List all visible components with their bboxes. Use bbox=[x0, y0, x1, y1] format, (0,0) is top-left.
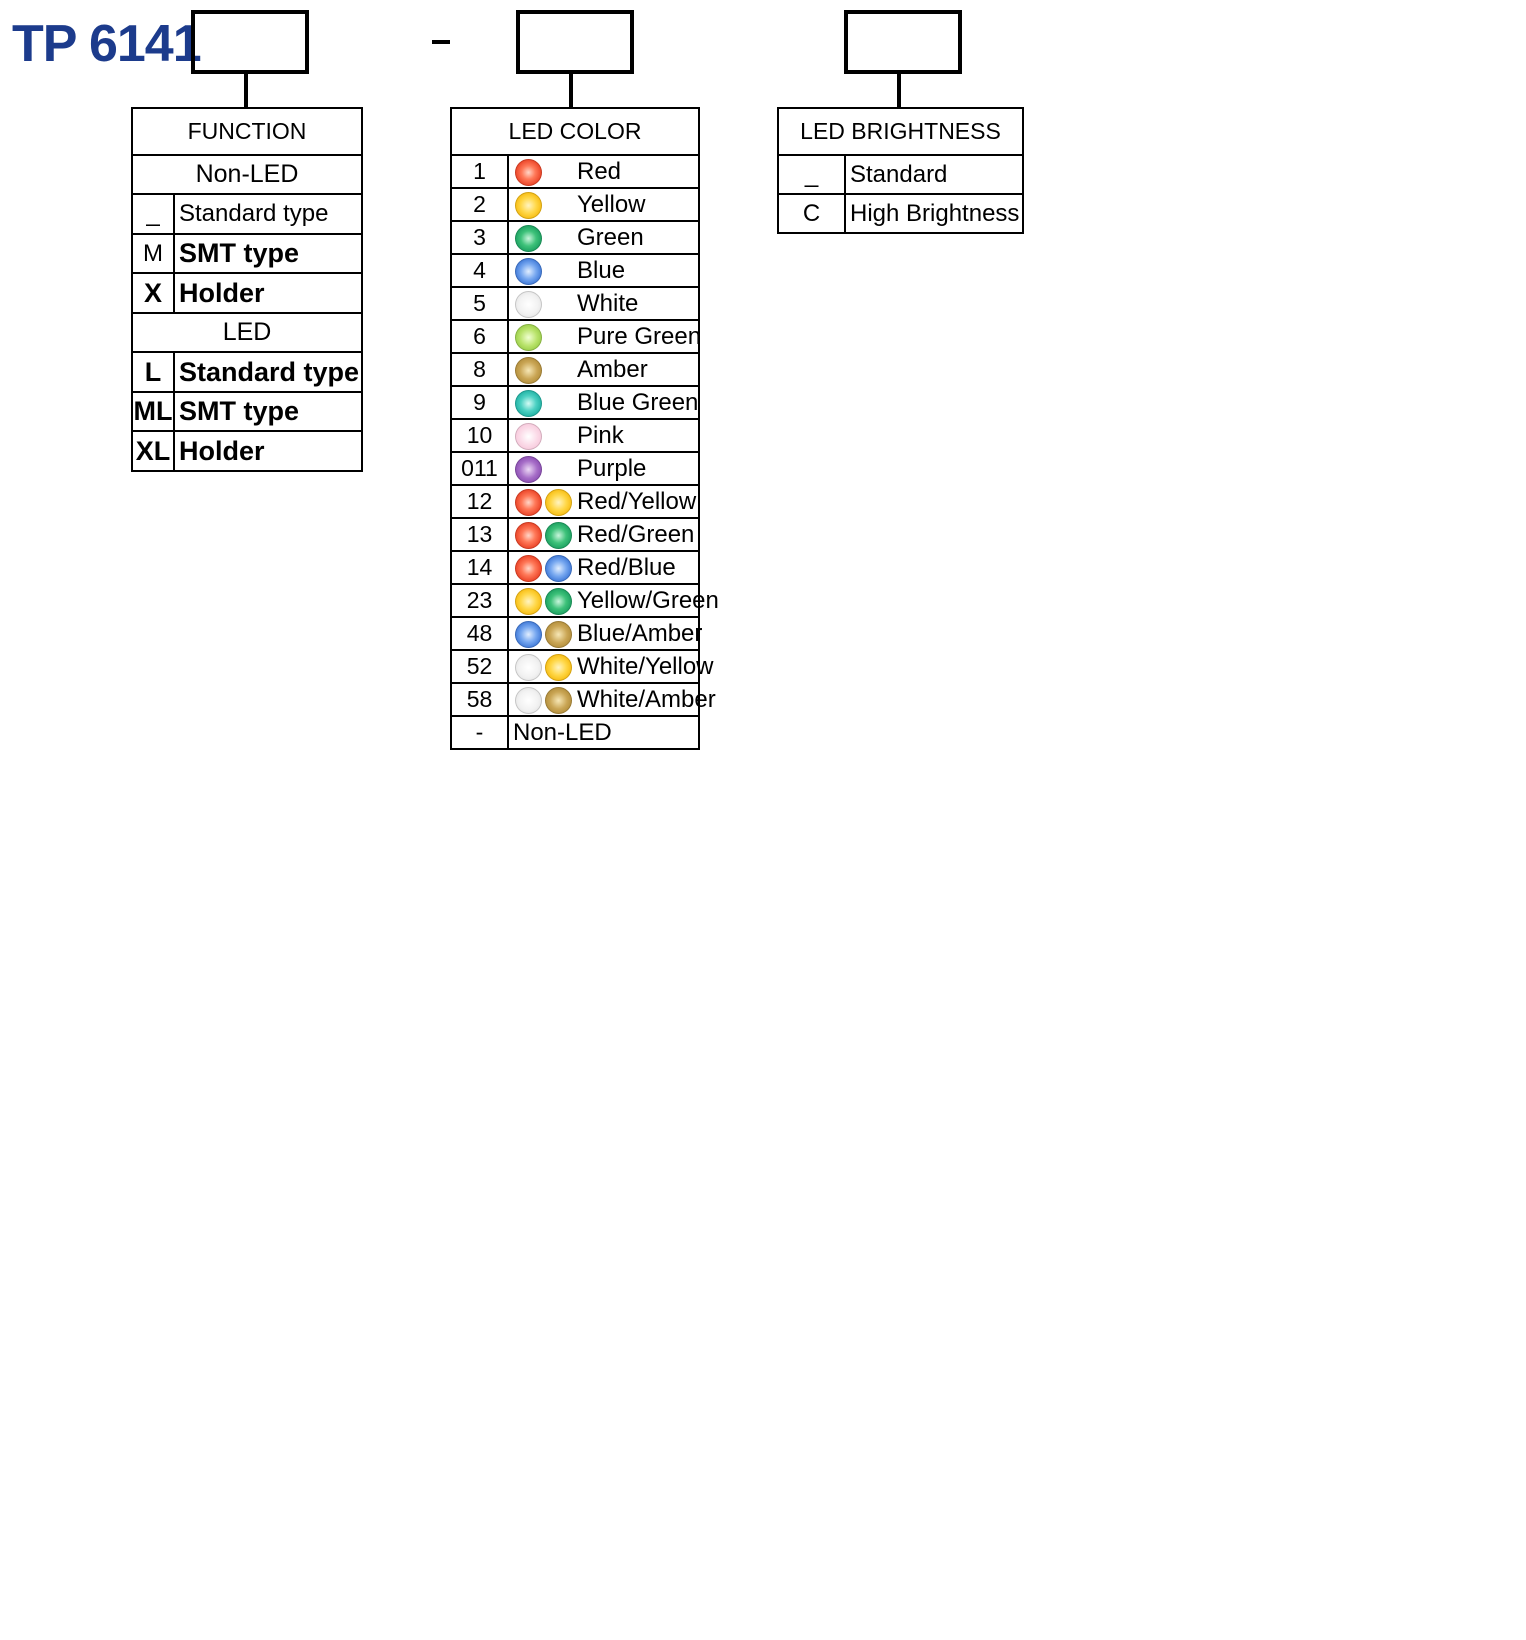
led-dot-icon bbox=[515, 324, 542, 351]
function-label: Holder bbox=[174, 273, 362, 313]
function-label: SMT type bbox=[174, 234, 362, 273]
function-row bbox=[132, 234, 362, 273]
led-color-row bbox=[451, 254, 699, 287]
led-color-swatches bbox=[513, 521, 577, 549]
led-color-label: Red bbox=[577, 157, 622, 185]
led-color-label: Red/Blue bbox=[577, 553, 676, 581]
led-color-cell bbox=[508, 254, 699, 287]
led-color-label: Purple bbox=[577, 454, 647, 482]
led-color-label: Green bbox=[577, 223, 644, 251]
led-dot-icon bbox=[545, 588, 572, 615]
led-color-code: 58 bbox=[451, 683, 508, 716]
led-color-cell bbox=[508, 386, 699, 419]
function-code: X bbox=[132, 273, 174, 313]
led-dot-icon bbox=[515, 456, 542, 483]
led-color-cell bbox=[508, 584, 719, 617]
led-color-row bbox=[451, 683, 699, 716]
led-color-row bbox=[451, 452, 699, 485]
function-label: Standard type bbox=[174, 194, 362, 234]
function-header: FUNCTION bbox=[132, 108, 362, 155]
led-color-swatches bbox=[513, 686, 577, 714]
led-color-label: Blue/Amber bbox=[577, 619, 703, 647]
led-dot-icon bbox=[545, 654, 572, 681]
led-dot-icon bbox=[515, 489, 542, 516]
brightness-label: High Brightness bbox=[845, 194, 1023, 233]
led-color-swatches bbox=[513, 554, 577, 582]
led-dot-icon bbox=[515, 555, 542, 582]
led-color-connector bbox=[569, 74, 573, 108]
led-color-row bbox=[451, 155, 699, 188]
led-dot-icon bbox=[515, 192, 542, 219]
led-color-row bbox=[451, 551, 699, 584]
brightness-row bbox=[778, 194, 1023, 233]
led-color-label: Blue Green bbox=[577, 388, 699, 416]
model-prefix: TP 6141 bbox=[12, 15, 201, 73]
function-row bbox=[132, 273, 362, 313]
led-color-cell bbox=[508, 518, 699, 551]
led-color-swatches bbox=[513, 620, 577, 648]
led-color-code: 2 bbox=[451, 188, 508, 221]
led-color-label: Red/Green bbox=[577, 520, 695, 548]
led-dot-icon bbox=[515, 423, 542, 450]
led-brightness-header: LED BRIGHTNESS bbox=[778, 108, 1023, 155]
led-color-swatches bbox=[513, 323, 577, 351]
led-color-swatches bbox=[513, 455, 577, 483]
function-row bbox=[132, 194, 362, 234]
led-dot-icon bbox=[515, 654, 542, 681]
led-color-cell bbox=[508, 617, 703, 650]
led-color-code: 48 bbox=[451, 617, 508, 650]
led-color-code: 13 bbox=[451, 518, 508, 551]
led-dot-icon bbox=[545, 522, 572, 549]
led-color-row bbox=[451, 617, 699, 650]
led-dot-icon bbox=[515, 588, 542, 615]
led-color-code: 3 bbox=[451, 221, 508, 254]
led-color-code: 23 bbox=[451, 584, 508, 617]
led-color-row bbox=[451, 188, 699, 221]
led-color-row bbox=[451, 419, 699, 452]
led-color-row-non-led bbox=[451, 716, 699, 749]
led-color-row bbox=[451, 287, 699, 320]
led-color-swatches bbox=[513, 389, 577, 417]
function-code: M bbox=[132, 234, 174, 273]
led-color-table bbox=[450, 107, 719, 750]
led-dot-icon bbox=[545, 489, 572, 516]
led-dot-icon bbox=[515, 225, 542, 252]
led-color-swatches bbox=[513, 158, 577, 186]
led-color-swatches bbox=[513, 587, 577, 615]
led-color-cell bbox=[508, 155, 699, 188]
brightness-code: _ bbox=[778, 155, 845, 194]
led-color-label: Red/Yellow bbox=[577, 487, 697, 515]
led-dot-icon bbox=[545, 687, 572, 714]
led-color-code: 011 bbox=[451, 452, 508, 485]
led-dot-icon bbox=[545, 555, 572, 582]
function-code: XL bbox=[132, 431, 174, 471]
led-color-code: 14 bbox=[451, 551, 508, 584]
led-dot-icon bbox=[545, 621, 572, 648]
function-label: Standard type bbox=[174, 352, 362, 392]
led-color-label: White/Yellow bbox=[577, 652, 714, 680]
led-color-row bbox=[451, 518, 699, 551]
led-color-code: 1 bbox=[451, 155, 508, 188]
function-label: SMT type bbox=[174, 392, 362, 431]
led-color-label: Pure Green bbox=[577, 322, 702, 350]
function-non-led-section: Non-LED bbox=[132, 155, 362, 194]
led-brightness-code-slot bbox=[844, 10, 962, 74]
led-color-code: 5 bbox=[451, 287, 508, 320]
led-dot-icon bbox=[515, 390, 542, 417]
led-color-cell bbox=[508, 650, 714, 683]
brightness-row bbox=[778, 155, 1023, 194]
led-color-row bbox=[451, 386, 699, 419]
led-color-swatches bbox=[513, 224, 577, 252]
led-color-cell bbox=[508, 551, 699, 584]
function-code: L bbox=[132, 352, 174, 392]
led-dot-icon bbox=[515, 357, 542, 384]
led-color-code: - bbox=[451, 716, 508, 749]
brightness-code: C bbox=[778, 194, 845, 233]
led-brightness-table bbox=[777, 107, 1024, 234]
led-color-cell bbox=[508, 188, 699, 221]
led-color-code: 9 bbox=[451, 386, 508, 419]
led-color-row bbox=[451, 221, 699, 254]
led-color-code: 6 bbox=[451, 320, 508, 353]
led-color-cell bbox=[508, 419, 699, 452]
led-color-row bbox=[451, 584, 699, 617]
function-row bbox=[132, 392, 362, 431]
led-color-code: 52 bbox=[451, 650, 508, 683]
led-color-cell bbox=[508, 287, 699, 320]
led-color-label: White/Amber bbox=[577, 685, 716, 713]
led-color-header: LED COLOR bbox=[451, 108, 699, 155]
function-label: Holder bbox=[174, 431, 362, 471]
led-color-cell bbox=[508, 353, 699, 386]
led-color-label: Yellow bbox=[577, 190, 646, 218]
function-row bbox=[132, 352, 362, 392]
led-color-code: 4 bbox=[451, 254, 508, 287]
function-row bbox=[132, 431, 362, 471]
led-color-cell bbox=[508, 485, 699, 518]
led-color-code-slot bbox=[516, 10, 634, 74]
led-color-swatches bbox=[513, 191, 577, 219]
led-color-row bbox=[451, 320, 699, 353]
led-color-cell bbox=[508, 683, 716, 716]
function-code-slot bbox=[191, 10, 309, 74]
led-dot-icon bbox=[515, 687, 542, 714]
led-color-swatches bbox=[513, 356, 577, 384]
led-color-row bbox=[451, 650, 699, 683]
led-brightness-connector bbox=[897, 74, 901, 108]
led-dot-icon bbox=[515, 621, 542, 648]
function-connector bbox=[244, 74, 248, 108]
led-color-label: Yellow/Green bbox=[577, 586, 719, 614]
led-color-swatches bbox=[513, 257, 577, 285]
led-color-swatches bbox=[513, 290, 577, 318]
led-dot-icon bbox=[515, 291, 542, 318]
function-code: _ bbox=[132, 194, 174, 234]
led-color-label: Pink bbox=[577, 421, 624, 449]
function-table bbox=[131, 107, 363, 472]
function-led-section: LED bbox=[132, 313, 362, 352]
led-color-swatches bbox=[513, 422, 577, 450]
led-color-label: Amber bbox=[577, 355, 648, 383]
led-color-cell bbox=[508, 221, 699, 254]
led-color-row bbox=[451, 485, 699, 518]
led-color-cell bbox=[508, 452, 699, 485]
function-code: ML bbox=[132, 392, 174, 431]
led-color-label: Non-LED bbox=[508, 716, 699, 749]
led-dot-icon bbox=[515, 258, 542, 285]
brightness-label: Standard bbox=[845, 155, 1023, 194]
separator-dash bbox=[432, 40, 450, 44]
led-dot-icon bbox=[515, 522, 542, 549]
led-color-code: 12 bbox=[451, 485, 508, 518]
led-dot-icon bbox=[515, 159, 542, 186]
led-color-swatches bbox=[513, 653, 577, 681]
led-color-swatches bbox=[513, 488, 577, 516]
led-color-label: Blue bbox=[577, 256, 626, 284]
led-color-code: 10 bbox=[451, 419, 508, 452]
led-color-row bbox=[451, 353, 699, 386]
led-color-cell bbox=[508, 320, 702, 353]
led-color-label: White bbox=[577, 289, 639, 317]
led-color-code: 8 bbox=[451, 353, 508, 386]
